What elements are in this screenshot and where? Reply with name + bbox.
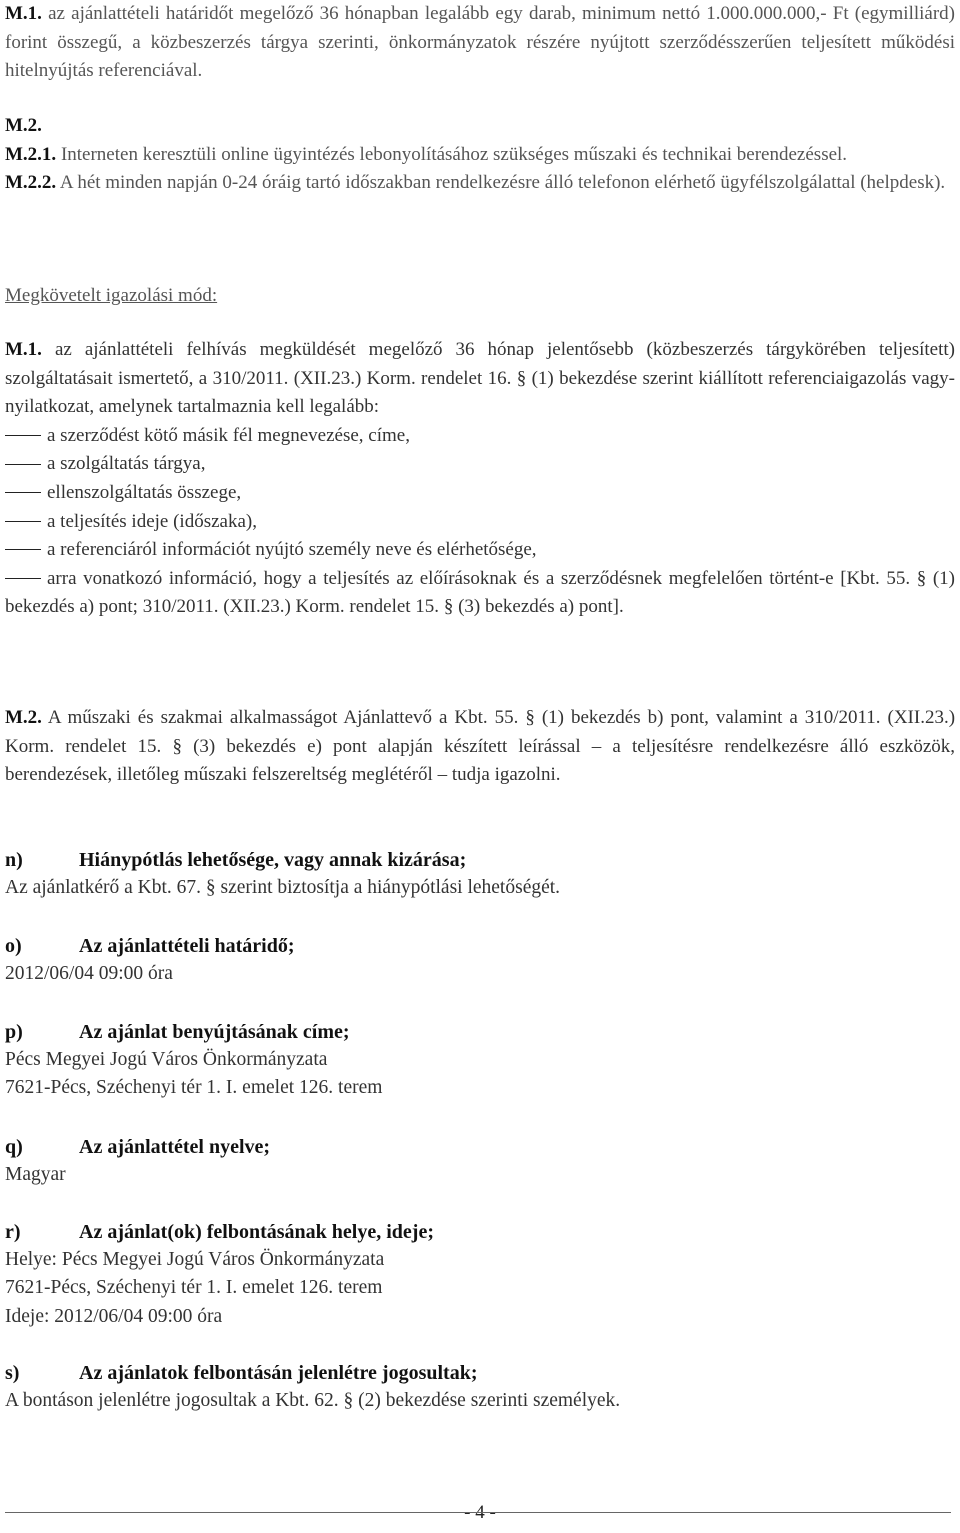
verification-m1-paragraph bbox=[5, 336, 955, 422]
dash-icon bbox=[5, 578, 41, 579]
m2-label: M.2. bbox=[5, 115, 42, 136]
section-r-line: Ideje: 2012/06/04 09:00 óra bbox=[5, 1305, 223, 1327]
list-item: a szolgáltatás tárgya, bbox=[5, 450, 955, 479]
section-n-body: Az ajánlatkérő a Kbt. 67. § szerint biztosítja a hiánypótlási lehetőségét. bbox=[5, 877, 561, 898]
section-sign-icon: § bbox=[205, 877, 216, 898]
section-r-heading: r) Az ajánlat(ok) felbontásának helye, ideje; bbox=[5, 1221, 434, 1243]
verification-m1 bbox=[5, 336, 955, 622]
section-p bbox=[5, 1018, 955, 1103]
m1-requirement bbox=[5, 0, 955, 86]
section-p-heading: p) Az ajánlat benyújtásának címe; bbox=[5, 1021, 350, 1043]
verification-m2-label: M.2. bbox=[5, 707, 42, 728]
m1-label: M.1. bbox=[5, 3, 42, 24]
section-sign-icon: § bbox=[916, 567, 927, 589]
verification-m1-text-a: az ajánlattételi felhívás megküldését megelőző 36 hónap jelentősebb (közbeszerzés tárgykörében teljesített) szolgáltatásait ismertető, a 310/2011. (XII.23.) Korm. rendelet 16. bbox=[5, 339, 955, 389]
m1-paragraph bbox=[5, 0, 955, 86]
section-sign-icon: § bbox=[443, 596, 454, 618]
m1-text: az ajánlattételi határidőt megelőző 36 hónapban legalább egy darab, minimum nettó 1.000.000.000,- Ft (egymilliárd) forint összegű, a közbeszerzés tárgya szerinti, önkormányzatok részére nyújtott szerződésszerűen teljesített működési hitelnyújtás referenciával. bbox=[5, 3, 955, 82]
m2-2-label: M.2.2. bbox=[5, 172, 57, 194]
section-o bbox=[5, 932, 955, 988]
list-item: a szerződést kötő másik fél megnevezése, címe, bbox=[5, 422, 955, 451]
m2-2-paragraph bbox=[5, 169, 955, 198]
dash-icon bbox=[5, 435, 41, 436]
verification-m2 bbox=[5, 704, 955, 790]
section-p-line: 7621-Pécs, Széchenyi tér 1. I. emelet 126. terem bbox=[5, 1077, 383, 1099]
section-q-line: Magyar bbox=[5, 1164, 66, 1185]
section-r-line: 7621-Pécs, Széchenyi tér 1. I. emelet 126. terem bbox=[5, 1277, 383, 1299]
verification-m1-label: M.1. bbox=[5, 339, 42, 360]
m2-requirement bbox=[5, 112, 955, 198]
section-s-heading: s) Az ajánlatok felbontásán jelenlétre jogosultak; bbox=[5, 1362, 478, 1384]
section-q bbox=[5, 1133, 955, 1189]
section-s bbox=[5, 1359, 955, 1415]
section-o-heading: o) Az ajánlattételi határidő; bbox=[5, 935, 295, 957]
section-n-heading bbox=[5, 846, 955, 874]
section-sign-icon: § bbox=[516, 367, 527, 389]
verification-m2-paragraph: M.2. A műszaki és szakmai alkalmasságot Ajánlattevő a Kbt. 55. § (1) bekezdés b) pont, valamint a 310/2011. (XII.23.) Korm. rendelet 15. § (3) bekezdés e) pont alapján készített leírással – a teljesítésre rendelkezésre álló eszközök, berendezések, illetőleg műszaki felszereltség meglétéről – tudja igazolni. bbox=[5, 707, 956, 786]
list-item: a teljesítés ideje (időszaka), bbox=[5, 508, 955, 537]
m2-2-text: A hét minden napján 0-24 óráig tartó időszakban rendelkezésre álló telefonon elérhető ügyfélszolgálattal (helpdesk). bbox=[59, 172, 946, 194]
verification-section bbox=[5, 282, 955, 311]
dash-icon bbox=[5, 492, 41, 493]
section-r-line: Helye: Pécs Megyei Jogú Város Önkormányzata bbox=[5, 1249, 385, 1270]
dash-icon bbox=[5, 549, 41, 550]
section-sign-icon: § bbox=[525, 707, 535, 728]
section-n-title: Hiánypótlás lehetősége, vagy annak kizárása; bbox=[79, 849, 467, 871]
section-sign-icon: § bbox=[172, 735, 182, 757]
section-n-letter: n) bbox=[5, 849, 23, 871]
dash-icon bbox=[5, 521, 41, 522]
m2-1-label: M.2.1. bbox=[5, 143, 57, 165]
section-sign-icon: § bbox=[343, 1390, 354, 1411]
m2-1-text: Interneten keresztüli online ügyintézés lebonyolításához szükséges műszaki és technikai berendezéssel. bbox=[60, 143, 848, 165]
section-r bbox=[5, 1218, 955, 1331]
footer-rule bbox=[5, 1512, 951, 1513]
requirement-list bbox=[5, 422, 955, 622]
m2-1-paragraph bbox=[5, 141, 955, 170]
list-item: a referenciáról információt nyújtó személy neve és elérhetősége, bbox=[5, 536, 955, 565]
dash-icon bbox=[5, 464, 41, 465]
list-item: ellenszolgáltatás összege, bbox=[5, 479, 955, 508]
page-number: - 4 - bbox=[464, 1502, 496, 1523]
verification-m1-text-b: (1) bekezdése szerint kiállított referenciaigazolás vagy- nyilatkozat, amelynek tartalmaznia kell legalább: bbox=[5, 367, 956, 418]
section-p-line: Pécs Megyei Jogú Város Önkormányzata bbox=[5, 1049, 328, 1070]
section-s-body: A bontáson jelenlétre jogosultak a Kbt. 62. § (2) bekezdése szerinti személyek. bbox=[5, 1390, 621, 1411]
section-q-heading: q) Az ajánlattétel nyelve; bbox=[5, 1136, 271, 1158]
section-n bbox=[5, 846, 955, 902]
verification-heading: Megkövetelt igazolási mód: bbox=[5, 285, 218, 306]
list-item-last: arra vonatkozó információ, hogy a teljesítés az előírásoknak és a szerződésnek megfelelően történt-e [Kbt. 55. § (1) bekezdés a) pont; 310/2011. (XII.23.) Korm. rendelet 15. § (3) bekezdés a) pont]. bbox=[5, 567, 956, 618]
section-o-line: 2012/06/04 09:00 óra bbox=[5, 963, 173, 984]
